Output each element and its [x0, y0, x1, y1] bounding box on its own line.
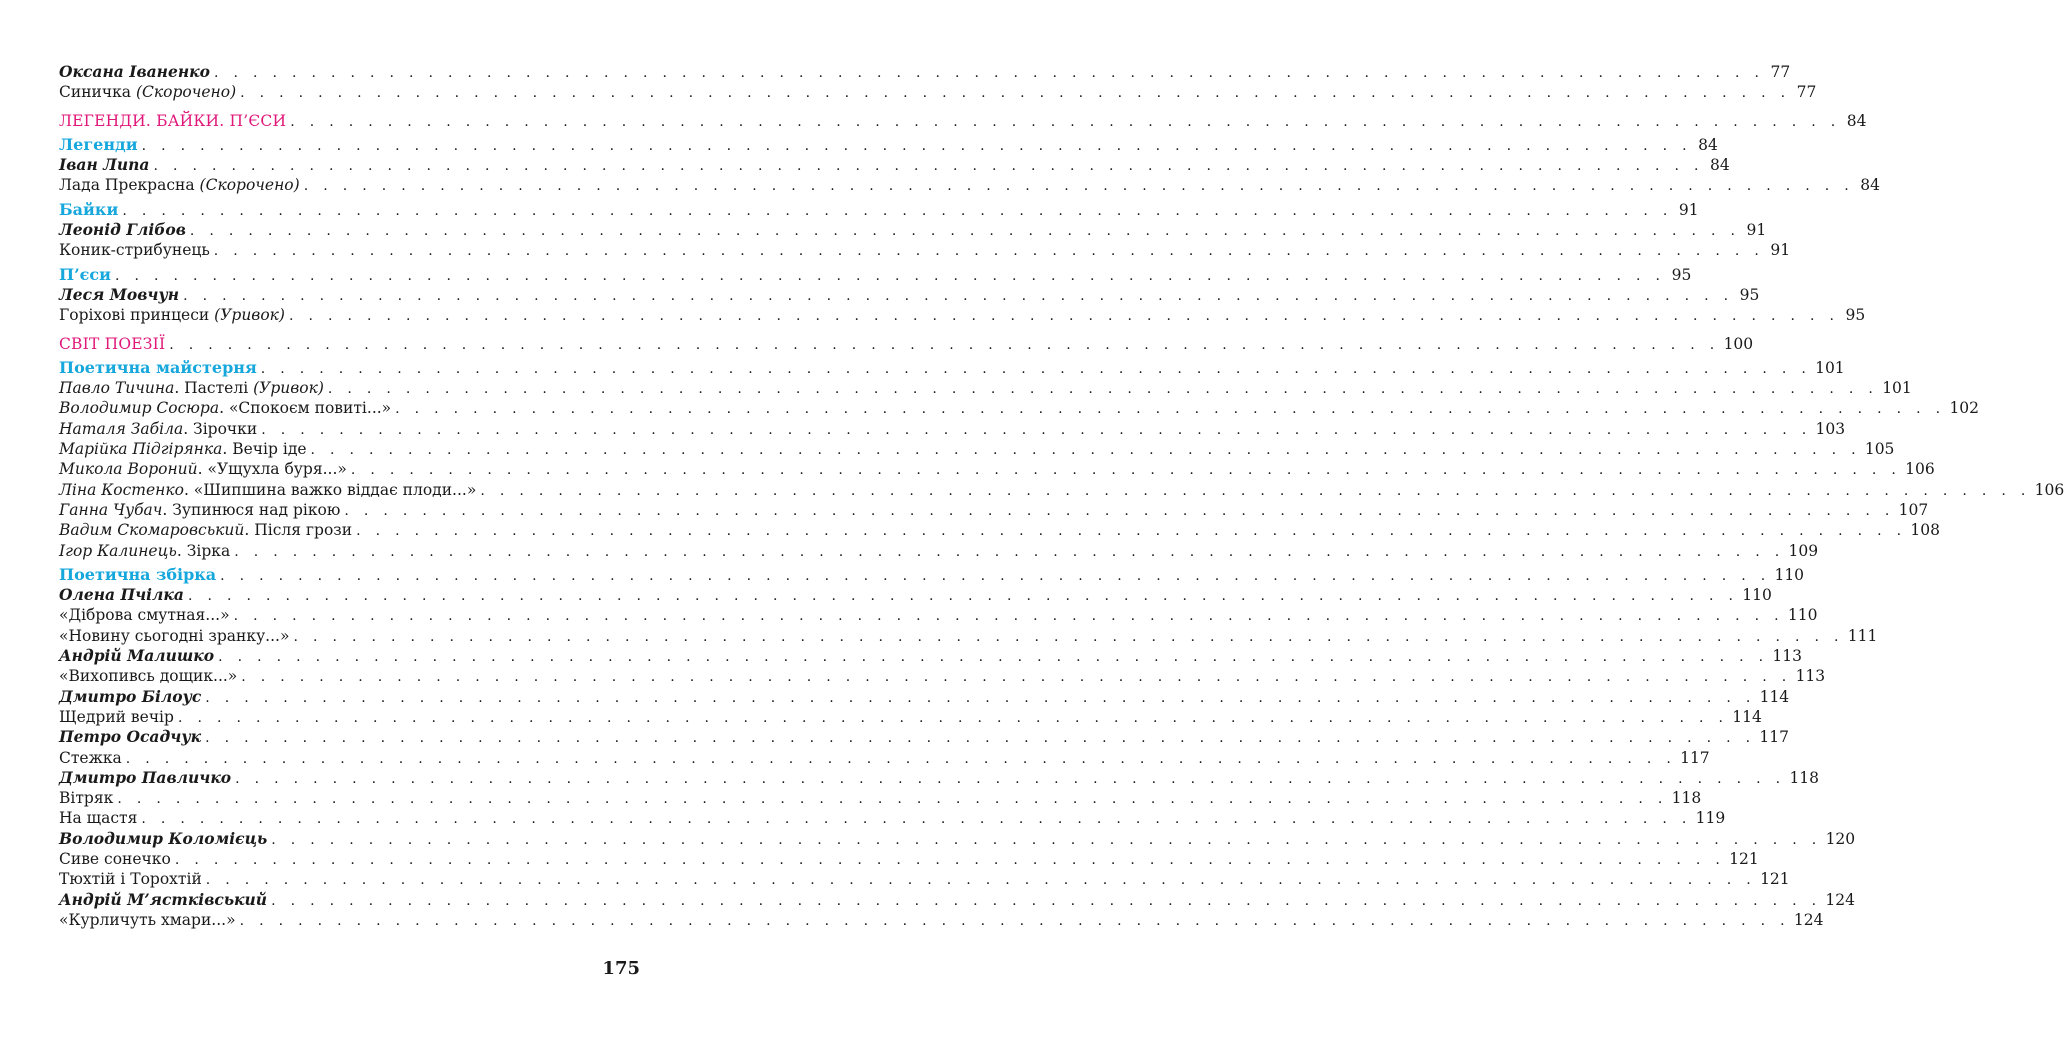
dot-leader: . . . . . . . . . . . . . . . . . . . . . . . . . . . . . . . . . . . . . . . . . . . . . . . . . . . . . . . . . . . . . . . . . . . . . . . . . . . . . . . . [260, 360, 1812, 377]
table-of-contents [59, 62, 2064, 930]
toc-title-fragment: Микола Вороний [59, 460, 198, 479]
toc-entry-work [59, 605, 1818, 625]
dot-leader: . . . . . . . . . . . . . . . . . . . . . . . . . . . . . . . . . . . . . . . . . . . . . . . . . . . . . . . . . . . . . . . . . . . . . . . . . . . . . . . . [395, 401, 1946, 418]
toc-title-fragment: . Після грози [244, 521, 353, 540]
toc-entry-title [59, 305, 289, 325]
toc-entry-work [59, 459, 1935, 479]
toc-entry-title [59, 707, 178, 727]
toc-page-ref: 106 [2034, 480, 2064, 499]
toc-page-ref: 110 [1787, 606, 1818, 625]
dot-leader: . . . . . . . . . . . . . . . . . . . . . . . . . . . . . . . . . . . . . . . . . . . . . . . . . . . . . . . . . . . . . . . . . . . . . . . . . . . . . . . . [213, 243, 1765, 260]
dot-leader: . . . . . . . . . . . . . . . . . . . . . . . . . . . . . . . . . . . . . . . . . . . . . . . . . . . . . . . . . . . . . . . . . . . . . . . . . . . . . . . . [205, 689, 1756, 706]
toc-title-fragment: Дмитро Павличко [59, 767, 232, 787]
toc-entry-author [59, 727, 1789, 747]
toc-entry-title [59, 585, 188, 605]
toc-title-fragment: Горіхові принцеси [59, 306, 215, 325]
toc-entry-title [59, 808, 141, 828]
dot-leader: . . . . . . . . . . . . . . . . . . . . . . . . . . . . . . . . . . . . . . . . . . . . . . . . . . . . . . . . . . . . . . . . . . . . . . . . . . . . . . . . [141, 811, 1692, 828]
toc-entry-part [59, 334, 1754, 354]
dot-leader: . . . . . . . . . . . . . . . . . . . . . . . . . . . . . . . . . . . . . . . . . . . . . . . . . . . . . . . . . . . . . . . . . . . . . . . . . . . . . . . . [174, 851, 1726, 868]
toc-entry-section [59, 357, 1845, 378]
toc-title-fragment: Леся Мовчун [59, 284, 180, 304]
toc-entry-title [59, 82, 240, 102]
toc-title-fragment: «Курличуть хмари...» [59, 910, 236, 929]
dot-leader: . . . . . . . . . . . . . . . . . . . . . . . . . . . . . . . . . . . . . . . . . . . . . . . . . . . . . . . . . . . . . . . . . . . . . . . . . . . . . . . . [183, 287, 1734, 304]
dot-leader: . . . . . . . . . . . . . . . . . . . . . . . . . . . . . . . . . . . . . . . . . . . . . . . . . . . . . . . . . . . . . . . . . . . . . . . . . . . . . . . . [240, 85, 1791, 102]
toc-entry-work [59, 748, 1710, 768]
toc-title-fragment: Петро Осадчук [59, 727, 202, 747]
toc-entry-title [59, 687, 205, 707]
toc-title-fragment: Синичка [59, 83, 136, 102]
toc-title-fragment: Лада Прекрасна [59, 176, 200, 195]
toc-page-ref: 121 [1760, 870, 1790, 889]
toc-entry-title [59, 500, 344, 520]
toc-entry-work [59, 910, 1824, 930]
toc-entry-title [59, 480, 480, 500]
toc-entry-work [59, 707, 1762, 727]
toc-entry-title [59, 910, 240, 930]
toc-title-fragment: Байки [59, 199, 119, 219]
toc-entry-title [59, 358, 261, 378]
toc-entry-title [59, 541, 234, 561]
toc-title-fragment: (Скорочено) [199, 176, 300, 195]
toc-page-ref: 110 [1742, 586, 1772, 605]
toc-page-ref: 101 [1815, 358, 1845, 377]
toc-title-fragment: Ганна Чубач [59, 500, 163, 519]
toc-entry-author [59, 828, 1856, 849]
toc-entry-title [59, 111, 290, 131]
toc-title-fragment: Сиве сонечко [59, 849, 171, 868]
toc-entry-section [59, 564, 1805, 585]
dot-leader: . . . . . . . . . . . . . . . . . . . . . . . . . . . . . . . . . . . . . . . . . . . . . . . . . . . . . . . . . . . . . . . . . . . . . . . . . . . . . . . . [220, 567, 1771, 584]
toc-page-ref: 117 [1680, 748, 1710, 767]
dot-leader: . . . . . . . . . . . . . . . . . . . . . . . . . . . . . . . . . . . . . . . . . . . . . . . . . . . . . . . . . . . . . . . . . . . . . . . . . . . . . . . . [153, 158, 1704, 175]
dot-leader: . . . . . . . . . . . . . . . . . . . . . . . . . . . . . . . . . . . . . . . . . . . . . . . . . . . . . . . . . . . . . . . . . . . . . . . . . . . . . . . . [239, 912, 1790, 929]
dot-leader: . . . . . . . . . . . . . . . . . . . . . . . . . . . . . . . . . . . . . . . . . . . . . . . . . . . . . . . . . . . . . . . . . . . . . . . . . . . . . . . . [271, 892, 1822, 909]
dot-leader: . . . . . . . . . . . . . . . . . . . . . . . . . . . . . . . . . . . . . . . . . . . . . . . . . . . . . . . . . . . . . . . . . . . . . . . . . . . . . . . . [356, 523, 1907, 540]
toc-title-fragment: Щедрий вечір [59, 707, 174, 726]
dot-leader: . . . . . . . . . . . . . . . . . . . . . . . . . . . . . . . . . . . . . . . . . . . . . . . . . . . . . . . . . . . . . . . . . . . . . . . . . . . . . . . . [303, 178, 1854, 195]
toc-entry-title [59, 285, 183, 305]
toc-title-fragment: Вадим Скомаровський [59, 521, 245, 540]
toc-title-fragment: ЛЕГЕНДИ. БАЙКИ. П’ЄСИ [59, 111, 287, 130]
toc-title-fragment: На щастя [59, 809, 138, 828]
toc-entry-title [59, 646, 218, 666]
toc-entry-work [59, 305, 1866, 325]
toc-title-fragment: . «Спокоєм повиті...» [219, 399, 392, 418]
dot-leader: . . . . . . . . . . . . . . . . . . . . . . . . . . . . . . . . . . . . . . . . . . . . . . . . . . . . . . . . . . . . . . . . . . . . . . . . . . . . . . . . [205, 730, 1756, 747]
toc-entry-title [59, 565, 220, 585]
dot-leader: . . . . . . . . . . . . . . . . . . . . . . . . . . . . . . . . . . . . . . . . . . . . . . . . . . . . . . . . . . . . . . . . . . . . . . . . . . . . . . . . [115, 267, 1666, 284]
toc-page-ref: 110 [1774, 565, 1805, 584]
dot-leader: . . . . . . . . . . . . . . . . . . . . . . . . . . . . . . . . . . . . . . . . . . . . . . . . . . . . . . . . . . . . . . . . . . . . . . . . . . . . . . . . [293, 628, 1844, 645]
toc-entry-author [59, 889, 1855, 910]
toc-entry-title [59, 890, 271, 910]
toc-entry-title [59, 605, 234, 625]
dot-leader: . . . . . . . . . . . . . . . . . . . . . . . . . . . . . . . . . . . . . . . . . . . . . . . . . . . . . . . . . . . . . . . . . . . . . . . . . . . . . . . . [234, 543, 1785, 560]
toc-entry-work [59, 175, 1880, 195]
toc-entry-title [59, 62, 214, 82]
toc-title-fragment: . Зірочки [183, 419, 258, 438]
toc-entry-title [59, 829, 271, 849]
toc-title-fragment: . «Шипшина важко віддає плоди...» [183, 480, 477, 499]
toc-page-ref: 84 [1860, 176, 1880, 195]
toc-title-fragment: . Зупинюся над рікою [162, 500, 341, 519]
toc-title-fragment: . Зірка [176, 541, 231, 560]
toc-entry-title [59, 459, 351, 479]
toc-entry-work [59, 626, 1878, 646]
toc-page-ref: 113 [1795, 667, 1826, 686]
dot-leader: . . . . . . . . . . . . . . . . . . . . . . . . . . . . . . . . . . . . . . . . . . . . . . . . . . . . . . . . . . . . . . . . . . . . . . . . . . . . . . . . [125, 750, 1677, 767]
toc-title-fragment: Павло Тичина [59, 379, 175, 398]
dot-leader: . . . . . . . . . . . . . . . . . . . . . . . . . . . . . . . . . . . . . . . . . . . . . . . . . . . . . . . . . . . . . . . . . . . . . . . . . . . . . . . . [233, 608, 1784, 625]
toc-entry-work [59, 500, 1929, 520]
toc-page-ref: 113 [1772, 647, 1803, 666]
toc-entry-work [59, 240, 1791, 260]
dot-leader: . . . . . . . . . . . . . . . . . . . . . . . . . . . . . . . . . . . . . . . . . . . . . . . . . . . . . . . . . . . . . . . . . . . . . . . . . . . . . . . . [350, 462, 1902, 479]
toc-page-ref: 95 [1845, 306, 1866, 325]
toc-entry-work [59, 788, 1702, 808]
toc-entry-title [59, 439, 311, 459]
toc-entry-title [59, 135, 142, 155]
dot-leader: . . . . . . . . . . . . . . . . . . . . . . . . . . . . . . . . . . . . . . . . . . . . . . . . . . . . . . . . . . . . . . . . . . . . . . . . . . . . . . . . [117, 791, 1668, 808]
toc-page-ref: 100 [1723, 334, 1754, 353]
toc-page-ref: 118 [1789, 768, 1820, 787]
toc-title-fragment: «Вихопивсь дощик...» [59, 667, 238, 686]
toc-title-fragment: Вітряк [59, 789, 114, 808]
toc-entry-title [59, 200, 122, 220]
dot-leader: . . . . . . . . . . . . . . . . . . . . . . . . . . . . . . . . . . . . . . . . . . . . . . . . . . . . . . . . . . . . . . . . . . . . . . . . . . . . . . . . [141, 137, 1692, 154]
toc-title-fragment: Поетична збірка [59, 564, 217, 584]
toc-title-fragment: СВІТ ПОЕЗІЇ [59, 334, 166, 353]
toc-title-fragment: Коник-стрибунець [59, 241, 210, 260]
dot-leader: . . . . . . . . . . . . . . . . . . . . . . . . . . . . . . . . . . . . . . . . . . . . . . . . . . . . . . . . . . . . . . . . . . . . . . . . . . . . . . . . [241, 669, 1792, 686]
toc-page-ref: 84 [1846, 111, 1867, 130]
toc-entry-title [59, 768, 235, 788]
toc-page-ref: 103 [1815, 419, 1846, 438]
toc-title-fragment: Андрій Малишко [59, 646, 215, 666]
toc-title-fragment: Марійка Підгірянка [59, 440, 223, 459]
toc-page-ref: 124 [1825, 890, 1855, 909]
toc-entry-title [59, 220, 190, 240]
toc-page-ref: 118 [1671, 789, 1702, 808]
toc-entry-title [59, 240, 214, 260]
toc-title-fragment: Оксана Іваненко [59, 62, 210, 81]
dot-leader: . . . . . . . . . . . . . . . . . . . . . . . . . . . . . . . . . . . . . . . . . . . . . . . . . . . . . . . . . . . . . . . . . . . . . . . . . . . . . . . . [290, 113, 1841, 130]
toc-page-ref: 106 [1905, 460, 1935, 479]
toc-page-ref: 119 [1695, 809, 1726, 828]
toc-page-ref: 105 [1864, 440, 1895, 459]
toc-entry-author [59, 585, 1772, 605]
dot-leader: . . . . . . . . . . . . . . . . . . . . . . . . . . . . . . . . . . . . . . . . . . . . . . . . . . . . . . . . . . . . . . . . . . . . . . . . . . . . . . . . [218, 649, 1769, 666]
toc-page-ref: 77 [1796, 83, 1817, 102]
toc-entry-work [59, 378, 1912, 398]
toc-title-fragment: . Пастелі [174, 379, 254, 398]
toc-entry-work [59, 419, 1846, 439]
toc-title-fragment: Стежка [59, 748, 122, 767]
toc-title-fragment: Тюхтій і Торохтій [59, 870, 202, 889]
toc-title-fragment: . «Ущухла буря...» [197, 460, 347, 479]
toc-page-ref: 124 [1793, 910, 1824, 929]
toc-title-fragment: Наталя Забіла [59, 419, 184, 438]
dot-leader: . . . . . . . . . . . . . . . . . . . . . . . . . . . . . . . . . . . . . . . . . . . . . . . . . . . . . . . . . . . . . . . . . . . . . . . . . . . . . . . . [187, 588, 1739, 605]
dot-leader: . . . . . . . . . . . . . . . . . . . . . . . . . . . . . . . . . . . . . . . . . . . . . . . . . . . . . . . . . . . . . . . . . . . . . . . . . . . . . . . . [288, 308, 1840, 325]
toc-entry-section [59, 199, 1699, 220]
toc-title-fragment: Володимир Сосюра [59, 399, 220, 418]
dot-leader: . . . . . . . . . . . . . . . . . . . . . . . . . . . . . . . . . . . . . . . . . . . . . . . . . . . . . . . . . . . . . . . . . . . . . . . . . . . . . . . . [213, 65, 1765, 81]
toc-entry-title [59, 869, 206, 889]
toc-page-ref: 114 [1732, 707, 1762, 726]
toc-title-fragment: Іван Липа [59, 155, 150, 175]
toc-title-fragment: Ігор Калинець [59, 541, 177, 560]
toc-page-ref: 84 [1710, 156, 1730, 175]
toc-title-fragment: Олена Пчілка [59, 585, 184, 605]
toc-entry-title [59, 378, 328, 398]
page-number: 175 [602, 958, 640, 979]
toc-page-ref: 91 [1678, 200, 1699, 219]
toc-entry-title [59, 334, 169, 354]
toc-page-ref: 120 [1825, 829, 1856, 848]
dot-leader: . . . . . . . . . . . . . . . . . . . . . . . . . . . . . . . . . . . . . . . . . . . . . . . . . . . . . . . . . . . . . . . . . . . . . . . . . . . . . . . . [189, 223, 1741, 240]
toc-entry-title [59, 419, 261, 439]
toc-title-fragment: П’єси [59, 264, 112, 284]
dot-leader: . . . . . . . . . . . . . . . . . . . . . . . . . . . . . . . . . . . . . . . . . . . . . . . . . . . . . . . . . . . . . . . . . . . . . . . . . . . . . . . . [235, 770, 1786, 787]
toc-entry-title [59, 265, 115, 285]
toc-entry-work [59, 398, 1980, 418]
toc-title-fragment: Ліна Костенко [59, 480, 184, 499]
toc-entry-part [59, 111, 1867, 131]
dot-leader: . . . . . . . . . . . . . . . . . . . . . . . . . . . . . . . . . . . . . . . . . . . . . . . . . . . . . . . . . . . . . . . . . . . . . . . . . . . . . . . . [480, 482, 2031, 499]
toc-entry-work [59, 849, 1759, 869]
toc-title-fragment: Володимир Коломієць [59, 828, 268, 848]
toc-title-fragment: Дмитро Білоус [59, 686, 202, 706]
toc-entry-work [59, 541, 1819, 561]
toc-entry-title [59, 849, 175, 869]
toc-entry-work [59, 808, 1726, 828]
toc-page-ref: 95 [1739, 285, 1760, 304]
toc-entry-author [59, 155, 1730, 175]
toc-entry-work [59, 439, 1895, 459]
toc-title-fragment: Легенди [59, 134, 138, 154]
toc-entry-work [59, 82, 1817, 102]
toc-entry-author [59, 686, 1790, 707]
toc-entry-author [59, 62, 1791, 82]
toc-page-ref: 114 [1759, 687, 1790, 706]
toc-entry-work [59, 666, 1826, 686]
toc-entry-title [59, 175, 304, 195]
dot-leader: . . . . . . . . . . . . . . . . . . . . . . . . . . . . . . . . . . . . . . . . . . . . . . . . . . . . . . . . . . . . . . . . . . . . . . . . . . . . . . . . [327, 381, 1879, 398]
toc-entry-author [59, 284, 1760, 305]
toc-entry-work [59, 480, 2064, 500]
toc-page-ref: 117 [1759, 728, 1789, 747]
toc-entry-author [59, 220, 1767, 240]
dot-leader: . . . . . . . . . . . . . . . . . . . . . . . . . . . . . . . . . . . . . . . . . . . . . . . . . . . . . . . . . . . . . . . . . . . . . . . . . . . . . . . . [205, 872, 1757, 889]
toc-entry-title [59, 788, 117, 808]
toc-entry-section [59, 134, 1718, 155]
toc-page-ref: 91 [1770, 241, 1791, 260]
toc-entry-section [59, 264, 1692, 285]
toc-page-ref: 121 [1729, 849, 1759, 868]
toc-page-ref: 77 [1770, 63, 1791, 81]
toc-entry-author [59, 646, 1803, 666]
dot-leader: . . . . . . . . . . . . . . . . . . . . . . . . . . . . . . . . . . . . . . . . . . . . . . . . . . . . . . . . . . . . . . . . . . . . . . . . . . . . . . . . [344, 502, 1895, 519]
toc-page-ref: 109 [1788, 541, 1819, 560]
toc-title-fragment: (Уривок) [253, 379, 324, 398]
dot-leader: . . . . . . . . . . . . . . . . . . . . . . . . . . . . . . . . . . . . . . . . . . . . . . . . . . . . . . . . . . . . . . . . . . . . . . . . . . . . . . . . [177, 709, 1729, 726]
toc-entry-title [59, 626, 293, 646]
toc-entry-title [59, 155, 153, 175]
toc-page-ref: 108 [1910, 521, 1940, 540]
toc-entry-title [59, 666, 241, 686]
toc-entry-title [59, 727, 205, 747]
toc-page-ref: 107 [1898, 500, 1929, 519]
toc-entry-work [59, 520, 1940, 540]
toc-page-ref: 102 [1949, 399, 1980, 418]
toc-title-fragment: Андрій М’ястківський [59, 889, 268, 909]
dot-leader: . . . . . . . . . . . . . . . . . . . . . . . . . . . . . . . . . . . . . . . . . . . . . . . . . . . . . . . . . . . . . . . . . . . . . . . . . . . . . . . . [271, 831, 1822, 848]
toc-entry-work [59, 869, 1790, 889]
toc-page-ref: 101 [1882, 379, 1912, 398]
toc-page-ref: 111 [1847, 626, 1878, 645]
toc-entry-author [59, 767, 1820, 788]
toc-page-ref: 91 [1746, 221, 1767, 240]
dot-leader: . . . . . . . . . . . . . . . . . . . . . . . . . . . . . . . . . . . . . . . . . . . . . . . . . . . . . . . . . . . . . . . . . . . . . . . . . . . . . . . . [310, 442, 1861, 459]
toc-title-fragment: «Діброва смутная...» [59, 606, 230, 625]
toc-page-ref: 95 [1671, 265, 1692, 284]
toc-title-fragment: (Скорочено) [135, 83, 237, 102]
toc-entry-title [59, 520, 356, 540]
dot-leader: . . . . . . . . . . . . . . . . . . . . . . . . . . . . . . . . . . . . . . . . . . . . . . . . . . . . . . . . . . . . . . . . . . . . . . . . . . . . . . . . [261, 421, 1812, 438]
dot-leader: . . . . . . . . . . . . . . . . . . . . . . . . . . . . . . . . . . . . . . . . . . . . . . . . . . . . . . . . . . . . . . . . . . . . . . . . . . . . . . . . [122, 202, 1673, 219]
toc-title-fragment: . Вечір іде [222, 440, 307, 459]
toc-title-fragment: «Новину сьогодні зранку...» [59, 626, 290, 645]
toc-entry-title [59, 398, 395, 418]
toc-title-fragment: Леонід Глібов [59, 220, 186, 240]
toc-page-ref: 84 [1698, 135, 1718, 154]
toc-title-fragment: Поетична майстерня [59, 357, 257, 377]
toc-entry-title [59, 748, 126, 768]
dot-leader: . . . . . . . . . . . . . . . . . . . . . . . . . . . . . . . . . . . . . . . . . . . . . . . . . . . . . . . . . . . . . . . . . . . . . . . . . . . . . . . . [169, 336, 1720, 353]
toc-title-fragment: (Уривок) [214, 306, 285, 325]
